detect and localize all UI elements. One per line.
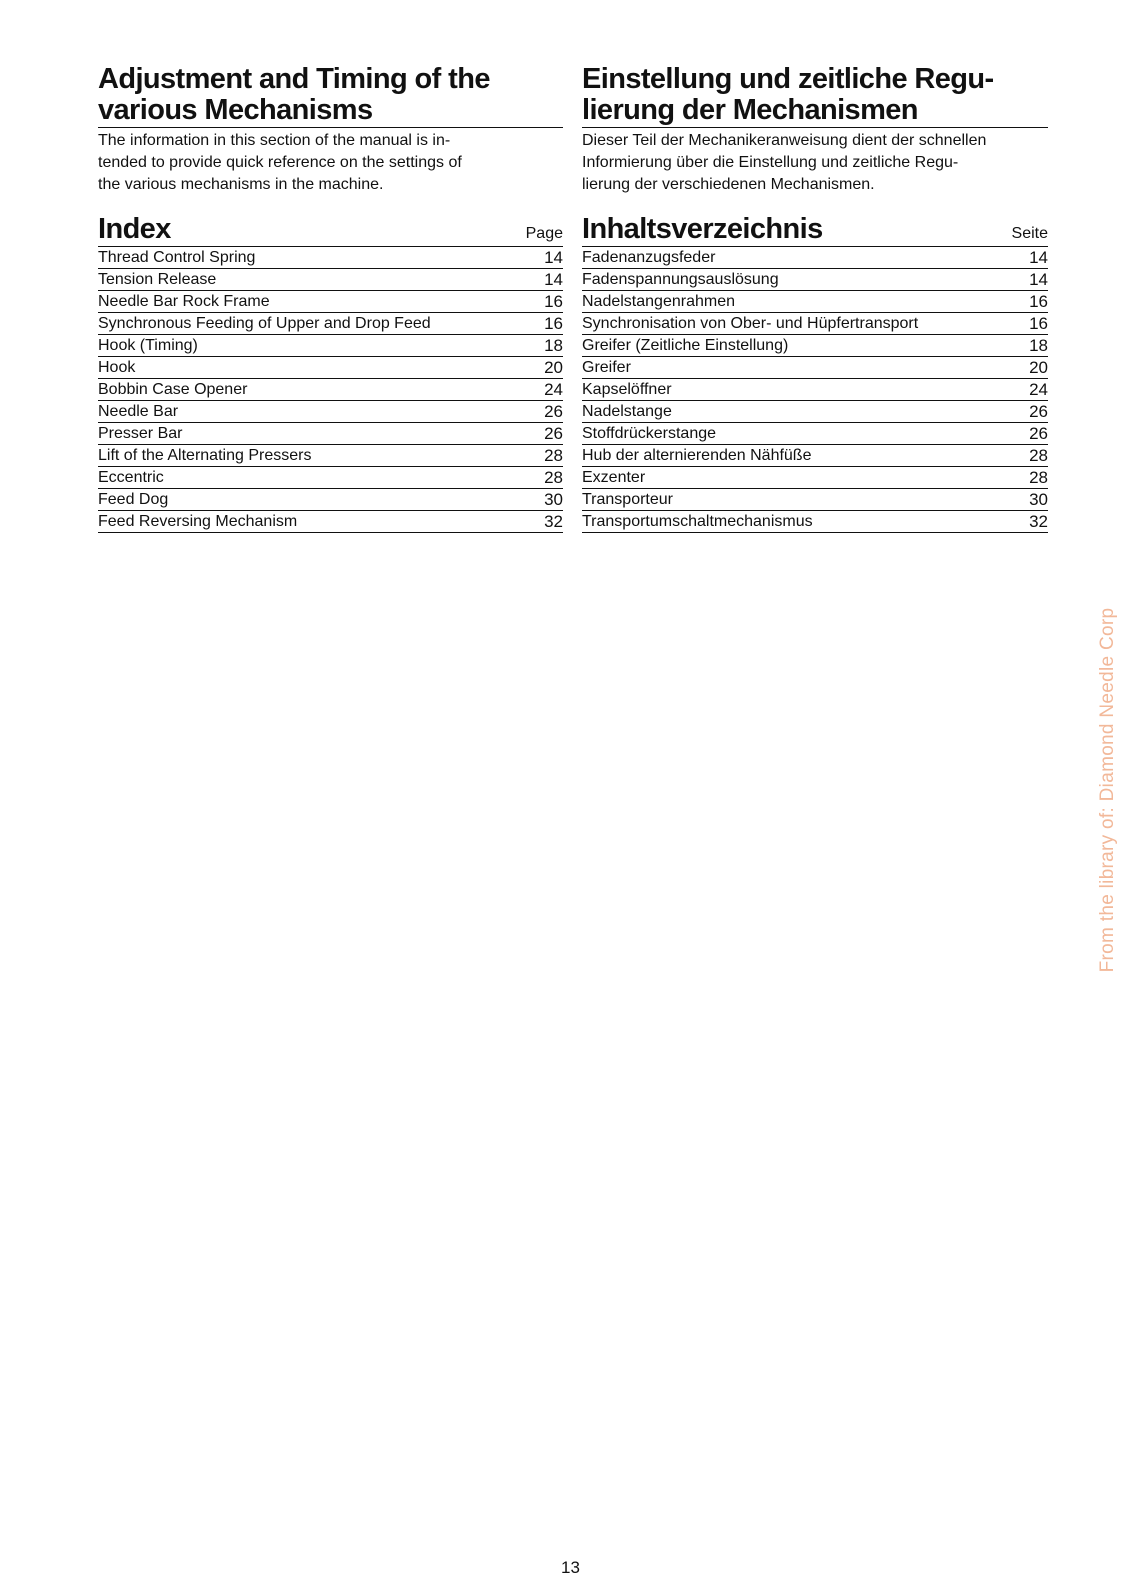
intro-line: The information in this section of the manual is in- — [98, 132, 451, 149]
index-entry-label: Tension Release — [98, 271, 217, 288]
index-entry-label: Presser Bar — [98, 425, 183, 442]
index-entry-page: 32 — [1029, 512, 1048, 531]
index-entry-label: Synchronisation von Ober- und Hüpfertransport — [582, 315, 919, 332]
index-entry-page: 14 — [544, 248, 563, 267]
german-index-title: Inhaltsverzeichnis — [582, 213, 823, 245]
german-title-line-2: lierung der Mechanismen — [582, 94, 918, 126]
german-intro — [582, 130, 1048, 196]
intro-line: lierung der verschiedenen Mechanismen. — [582, 176, 875, 193]
index-entry-label: Eccentric — [98, 469, 164, 486]
intro-line: tended to provide quick reference on the settings of — [98, 154, 462, 171]
intro-line: the various mechanisms in the machine. — [98, 176, 384, 193]
index-entry — [582, 489, 1048, 511]
page-number: 13 — [561, 1558, 580, 1577]
index-entry-label: Hook — [98, 359, 136, 376]
index-entry — [98, 357, 563, 379]
index-entry — [98, 511, 563, 533]
index-entry-page: 14 — [1029, 248, 1048, 267]
index-entry — [98, 423, 563, 445]
index-entry-page: 14 — [544, 270, 563, 289]
index-entry — [98, 445, 563, 467]
index-entry-label: Transportumschaltmechanismus — [582, 513, 813, 530]
index-entry-page: 28 — [1029, 446, 1048, 465]
index-entry — [582, 511, 1048, 533]
german-section-title — [582, 64, 1048, 128]
english-index-header — [98, 210, 563, 247]
index-entry-page: 30 — [1029, 490, 1048, 509]
german-column — [582, 64, 1048, 533]
index-entry-page: 20 — [544, 358, 563, 377]
index-entry-label: Greifer (Zeitliche Einstellung) — [582, 337, 789, 354]
english-index-list — [98, 247, 563, 533]
index-entry-page: 18 — [544, 336, 563, 355]
index-entry-page: 28 — [1029, 468, 1048, 487]
index-entry-label: Fadenspannungsauslösung — [582, 271, 779, 288]
english-title-line-1: Adjustment and Timing of the — [98, 63, 490, 95]
index-entry-label: Hook (Timing) — [98, 337, 198, 354]
index-entry — [582, 335, 1048, 357]
intro-line: Informierung über die Einstellung und zeitliche Regu- — [582, 154, 959, 171]
index-entry — [98, 467, 563, 489]
index-entry-label: Nadelstange — [582, 403, 672, 420]
index-entry-label: Nadelstangenrahmen — [582, 293, 735, 310]
index-entry — [582, 313, 1048, 335]
index-entry-page: 24 — [544, 380, 563, 399]
english-page-label: Page — [525, 225, 563, 242]
index-entry-label: Needle Bar — [98, 403, 179, 420]
index-entry-page: 20 — [1029, 358, 1048, 377]
english-title-line-2: various Mechanisms — [98, 94, 373, 126]
index-entry-label: Lift of the Alternating Pressers — [98, 447, 312, 464]
index-entry-label: Exzenter — [582, 469, 646, 486]
library-watermark: From the library of: Diamond Needle Corp — [1097, 607, 1118, 973]
english-section-title — [98, 64, 563, 128]
index-entry-label: Hub der alternierenden Nähfüße — [582, 447, 812, 464]
english-intro — [98, 130, 563, 196]
index-entry — [98, 489, 563, 511]
index-entry — [98, 269, 563, 291]
index-entry-label: Thread Control Spring — [98, 249, 256, 266]
index-entry-page: 16 — [544, 292, 563, 311]
index-entry — [582, 445, 1048, 467]
index-entry-page: 26 — [544, 424, 563, 443]
english-column — [98, 64, 563, 533]
index-entry-page: 26 — [1029, 424, 1048, 443]
index-entry-label: Greifer — [582, 359, 631, 376]
index-entry — [582, 247, 1048, 269]
index-entry-label: Synchronous Feeding of Upper and Drop Feed — [98, 315, 431, 332]
index-entry — [98, 313, 563, 335]
index-entry — [582, 423, 1048, 445]
index-entry-page: 16 — [1029, 292, 1048, 311]
index-entry — [582, 401, 1048, 423]
index-entry-page: 14 — [1029, 270, 1048, 289]
index-entry-page: 26 — [1029, 402, 1048, 421]
index-entry — [98, 291, 563, 313]
index-entry — [98, 247, 563, 269]
index-entry-page: 16 — [544, 314, 563, 333]
index-entry — [582, 467, 1048, 489]
index-entry-label: Fadenanzugsfeder — [582, 249, 716, 266]
index-entry — [582, 291, 1048, 313]
index-entry — [98, 401, 563, 423]
index-entry-page: 24 — [1029, 380, 1048, 399]
german-index-list — [582, 247, 1048, 533]
index-entry-label: Feed Reversing Mechanism — [98, 513, 298, 530]
index-entry — [582, 269, 1048, 291]
index-entry-page: 16 — [1029, 314, 1048, 333]
index-entry-label: Stoffdrückerstange — [582, 425, 717, 442]
index-entry-page: 28 — [544, 468, 563, 487]
german-title-line-1: Einstellung und zeitliche Regu- — [582, 63, 994, 95]
english-index-title: Index — [98, 213, 171, 245]
index-entry-page: 30 — [544, 490, 563, 509]
german-index-header — [582, 210, 1048, 247]
index-entry-page: 26 — [544, 402, 563, 421]
index-entry — [98, 379, 563, 401]
german-page-label: Seite — [1011, 225, 1048, 242]
index-entry — [582, 379, 1048, 401]
intro-line: Dieser Teil der Mechanikeranweisung dient der schnellen — [582, 132, 987, 149]
index-entry-page: 28 — [544, 446, 563, 465]
index-entry — [582, 357, 1048, 379]
index-entry-label: Bobbin Case Opener — [98, 381, 248, 398]
index-entry-label: Transporteur — [582, 491, 673, 508]
index-entry-label: Kapselöffner — [582, 381, 672, 398]
index-entry — [98, 335, 563, 357]
index-entry-label: Feed Dog — [98, 491, 169, 508]
index-entry-page: 32 — [544, 512, 563, 531]
index-entry-label: Needle Bar Rock Frame — [98, 293, 270, 310]
index-entry-page: 18 — [1029, 336, 1048, 355]
